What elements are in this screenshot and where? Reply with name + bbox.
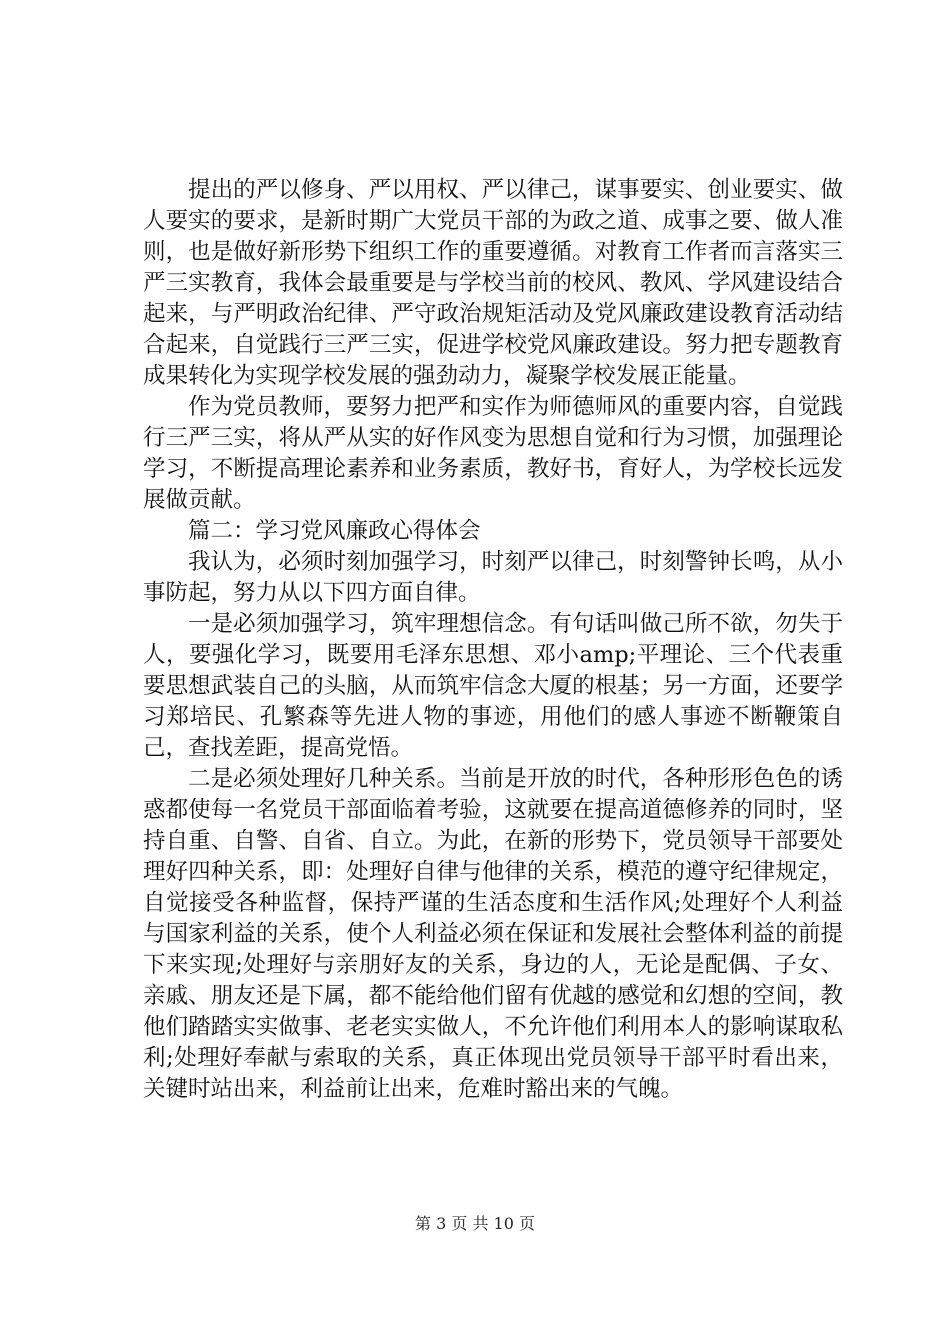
- paragraph-4: 一是必须加强学习，筑牢理想信念。有句话叫做己所不欲，勿失于人，要强化学习，既要用毛泽东思想、邓小amp;平理论、三个代表重要思想武装自己的头脑，从而筑牢信念大厦的根基；另一方面，还要学习郑培民、孔繁森等先进人物的事迹，用他们的感人事迹不断鞭策自己，查找差距，提高党悟。: [143, 611, 843, 761]
- paragraph-5: 二是必须处理好几种关系。当前是开放的时代，各种形形色色的诱惑都使每一名党员干部面临着考验，这就要在提高道德修养的同时，坚持自重、自警、自省、自立。为此，在新的形势下，党员领导干部要处理好四种关系，即：处理好自律与他律的关系，模范的遵守纪律规定，自觉接受各种监督，保持严谨的生活态度和生活作风;处理好个人利益与国家利益的关系，使个人利益必须在保证和发展社会整体利益的前提下来实现;处理好与亲朋好友的关系，身边的人，无论是配偶、子女、亲戚、朋友还是下属，都不能给他们留有优越的感觉和幻想的空间，教他们踏踏实实做事、老老实实做人，不允许他们利用本人的影响谋取私利;处理好奉献与索取的关系，真正体现出党员领导干部平时看出来，关键时站出来，利益前让出来，危难时豁出来的气魄。: [143, 766, 843, 1102]
- document-body: [143, 175, 843, 1105]
- paragraph-3: 我认为，必须时刻加强学习，时刻严以律己，时刻警钟长鸣，从小事防起，努力从以下四方面自律。: [143, 549, 843, 606]
- page-number-footer: 第 3 页 共 10 页: [415, 1214, 535, 1233]
- paragraph-1: 提出的严以修身、严以用权、严以律己，谋事要实、创业要实、做人要实的要求，是新时期广大党员干部的为政之道、成事之要、做人准则，也是做好新形势下组织工作的重要遵循。对教育工作者而言落实三严三实教育，我体会最重要是与学校当前的校风、教风、学风建设结合起来，与严明政治纪律、严守政治规矩活动及党风廉政建设教育活动结合起来，自觉践行三严三实，促进学校党风廉政建设。努力把专题教育成果转化为实现学校发展的强劲动力，凝聚学校发展正能量。: [143, 177, 843, 389]
- section-heading: 篇二：学习党风廉政心得体会: [188, 518, 481, 544]
- paragraph-2: 作为党员教师，要努力把严和实作为师德师风的重要内容，自觉践行三严三实，将从严从实的好作风变为思想自觉和行为习惯，加强理论学习，不断提高理论素养和业务素质，教好书，育好人，为学校长远发展做贡献。: [143, 394, 843, 513]
